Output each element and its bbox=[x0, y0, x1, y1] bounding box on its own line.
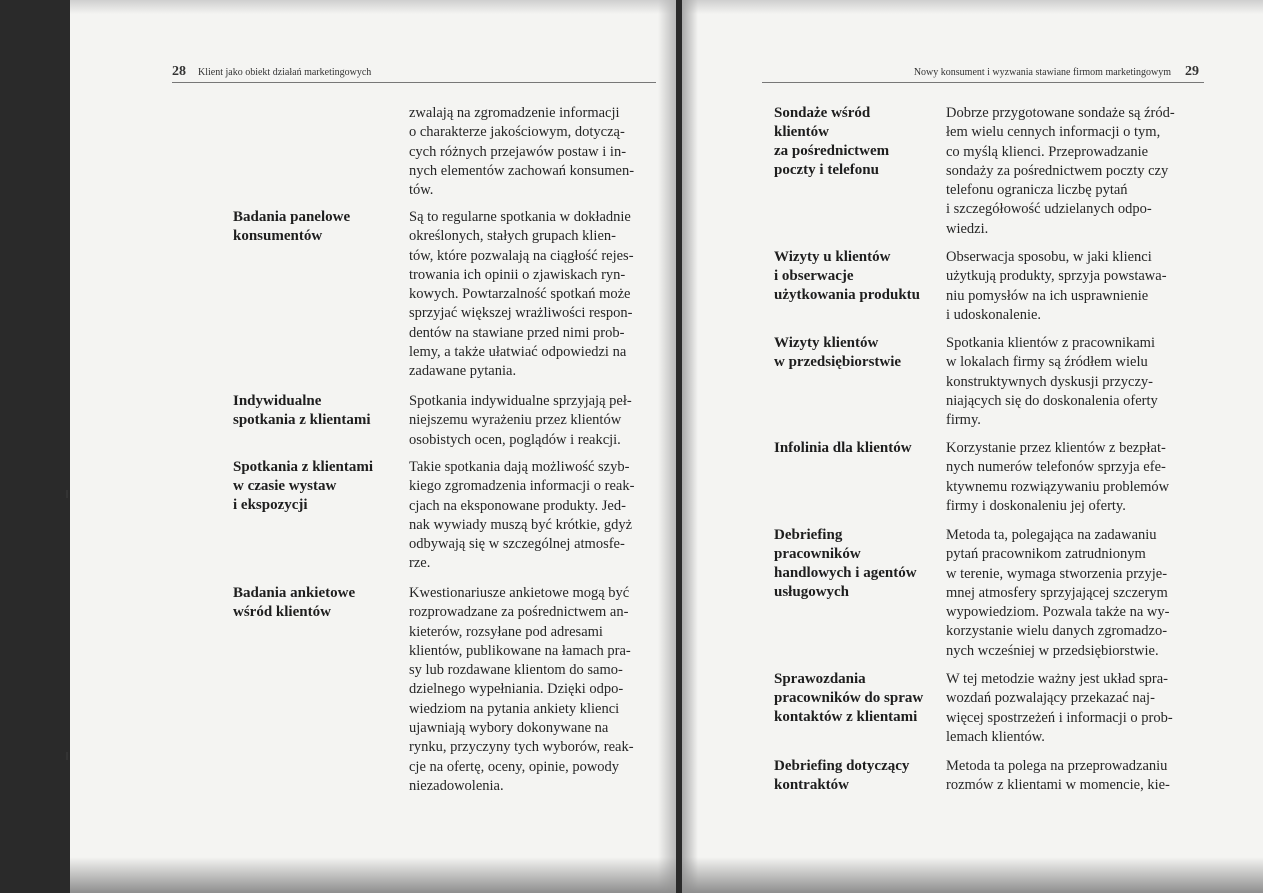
entry-term: Wizyty u klientów i obserwacje użytkowania produktu bbox=[774, 249, 921, 303]
entry-term: Indywidualne spotkania z klientami bbox=[233, 393, 371, 428]
running-head bbox=[914, 64, 1199, 80]
entry-term: Infolinia dla klientów bbox=[774, 440, 912, 456]
entry-term: Spotkania z klientami w czasie wystaw i ekspozycji bbox=[233, 459, 374, 513]
entry-description: Takie spotkania dają możliwość szyb- kiego zgromadzenia informacji o reak- cjach na eksponowane produkty. Jed- nak wywiady muszą być krótkie, gdyż odbywają się w szczególnej atmosfe- rze. bbox=[409, 459, 635, 572]
entry-description: Spotkania indywidualne sprzyjają peł- niejszemu wyrażeniu przez klientów osobistych ocen, poglądów i reakcji. bbox=[409, 393, 632, 448]
book-gutter-shadow bbox=[682, 0, 698, 893]
entry-term: Sondaże wśród klientów za pośrednictwem poczty i telefonu bbox=[774, 105, 890, 178]
entry-term: Badania ankietowe wśród klientów bbox=[233, 585, 356, 620]
entry-term: Debriefing pracowników handlowych i agentów usługowych bbox=[774, 527, 917, 600]
entry-description: Metoda ta, polegająca na zadawaniu pytań pracownikom zatrudnionym w terenie, wymaga stworzenia przyje- mnej atmosfery sprzyjającej szczerym wypowiedziom. Pozwala także na wy- korzystanie wielu danych zgromadzo- nych wcześniej w przedsiębiorstwie. bbox=[946, 527, 1170, 659]
entry-description: Metoda ta polega na przeprowadzaniu rozmów z klientami w momencie, kie- bbox=[946, 758, 1170, 794]
entry-description: Obserwacja sposobu, w jaki klienci użytkują produkty, sprzyja powstawa- niu pomysłów na ich usprawnienie i udoskonalenie. bbox=[946, 249, 1167, 323]
entry-term: Badania panelowe konsumentów bbox=[233, 209, 351, 244]
header-rule bbox=[172, 82, 656, 83]
running-head-title: Nowy konsument i wyzwania stawiane firmom marketingowym bbox=[913, 67, 1171, 78]
running-head bbox=[172, 64, 371, 80]
entry-description: W tej metodzie ważny jest układ spra- wozdań pozwalający przekazać naj- więcej spostrzeżeń i informacji o prob- lemach klientów. bbox=[946, 671, 1173, 745]
scan-mark bbox=[66, 752, 68, 760]
entry-description: Dobrze przygotowane sondaże są źród- łem wielu cennych informacji o tym, co myślą klienci. Przeprowadzanie sondaży za pośrednictwem poczty czy telefonu ogranicza liczbę pytań i szczegółowość udzielanych odpo- wiedzi. bbox=[946, 105, 1175, 237]
entry-description: Są to regularne spotkania w dokładnie określonych, stałych grupach klien- tów, które pozwalają na ciągłość rejes- trowania ich opinii o zjawiskach ryn- kowych. Powtarzalność spotkań może sprzyjać większej wrażliwości respon- dentów na stawiane przed nimi prob- lemy, a także ułatwiać odpowiedzi na zadawane pytania. bbox=[409, 209, 634, 380]
header-rule bbox=[762, 82, 1204, 83]
page-number: 28 bbox=[172, 64, 186, 79]
running-head-title: Klient jako obiekt działań marketingowych bbox=[198, 67, 372, 78]
entry-description: zwalają na zgromadzenie informacji o charakterze jakościowym, dotyczą- cych różnych przejawów postaw i in- nych elementów zachowań konsumen- tów. bbox=[409, 105, 635, 199]
entry-description: Spotkania klientów z pracownikami w lokalach firmy są źródłem wielu konstruktywnych dyskusji przyczy- niających się do doskonalenia oferty firmy. bbox=[946, 335, 1158, 429]
left-page bbox=[70, 0, 676, 893]
right-page bbox=[682, 0, 1263, 893]
entry-term: Sprawozdania pracowników do spraw kontaktów z klientami bbox=[774, 671, 924, 725]
entry-term: Wizyty klientów w przedsiębiorstwie bbox=[774, 335, 902, 370]
scan-mark bbox=[66, 490, 68, 498]
entry-description: Kwestionariusze ankietowe mogą być rozprowadzane za pośrednictwem an- kieterów, rozsyłane pod adresami klientów, publikowane na łamach pra- sy lub rozdawane klientom do samo- dzielnego wypełniania. Dzięki odpo- wiedziom na pytania ankiety klienci ujawniają wybory dokonywane na rynku, przyczyny tych wyborów, reak- cje na ofertę, oceny, opinie, powody niezadowolenia. bbox=[409, 585, 634, 794]
entry-description: Korzystanie przez klientów z bezpłat- nych numerów telefonów sprzyja efe- ktywnemu rozwiązywaniu problemów firmy i doskonaleniu jej oferty. bbox=[946, 440, 1170, 514]
entry-term: Debriefing dotyczący kontraktów bbox=[774, 758, 910, 793]
page-number: 29 bbox=[1185, 64, 1199, 79]
